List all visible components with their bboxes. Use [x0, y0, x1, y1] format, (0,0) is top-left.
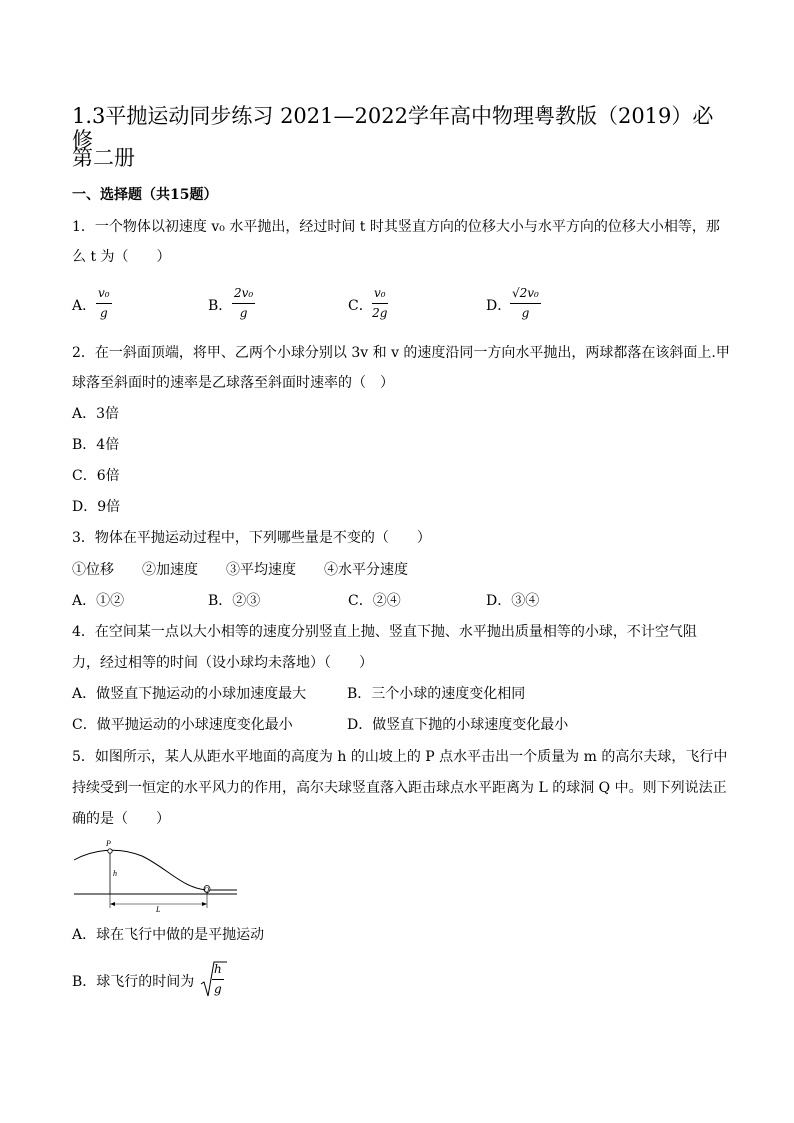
q1-stem-line-1: 1．一个物体以初速度 v₀ 水平抛出，经过时间 t 时其竖直方向的位移大小与水平方向的位移大小相等，那: [72, 219, 720, 235]
q3-option-b: B．②③: [208, 593, 261, 609]
label-h: h: [113, 869, 117, 878]
q5-stem-line-2: 持续受到一恒定的水平风力的作用，高尔夫球竖直落入距击球点水平距离为 L 的球洞 Q 中。则下列说法正: [72, 780, 727, 796]
golf-hill-figure: [72, 836, 244, 916]
q1-option-b-fraction: [232, 286, 255, 321]
document-title-line-1: 1.3平抛运动同步练习 2021—2022学年高中物理粤教版（2019）必修: [72, 104, 714, 152]
q4-option-d: D．做竖直下抛的小球速度变化最小: [347, 717, 569, 733]
dimension-arrow-left: [110, 902, 115, 906]
q1-option-b-denominator: g: [239, 306, 248, 320]
document-title-line-2: 第二册: [72, 146, 135, 170]
fraction-bar: [212, 979, 224, 980]
hill-curve: [74, 850, 237, 890]
q1-option-c-label: C．: [348, 298, 373, 314]
dimension-arrow-right: [202, 902, 207, 906]
q1-option-c-denominator: 2g: [372, 306, 388, 320]
q3-option-c: C．②④: [348, 593, 401, 609]
q1-stem-line-2: 么 t 为（ ）: [72, 249, 171, 265]
q5-option-b-text: B．球飞行的时间为: [72, 974, 195, 990]
label-p: P: [106, 839, 111, 848]
point-p-marker: [108, 849, 112, 853]
q4-stem-line-2: 力，经过相等的时间（设小球均未落地）（ ）: [72, 655, 373, 671]
label-q: Q: [204, 886, 210, 894]
q1-option-c-fraction: [372, 286, 388, 321]
q4-option-b: B．三个小球的速度变化相同: [347, 686, 526, 702]
q1-option-a-fraction: [96, 286, 112, 321]
q4-stem-line-1: 4．在空间某一点以大小相等的速度分别竖直上抛、竖直下抛、水平抛出质量相等的小球，不计空气阻: [72, 624, 697, 640]
q2-option-a: A．3倍: [72, 406, 120, 422]
q4-option-c: C．做平抛运动的小球速度变化最小: [72, 717, 293, 733]
q1-option-a-label: A．: [72, 298, 97, 314]
q3-items: ①位移 ②加速度 ③平均速度 ④水平分速度: [72, 562, 408, 578]
q2-stem-line-1: 2．在一斜面顶端，将甲、乙两个小球分别以 3v 和 v 的速度沿同一方向水平抛出，两球都落在该斜面上.甲: [72, 345, 730, 361]
q1-option-d-label: D．: [486, 298, 512, 314]
q1-option-d-fraction: [510, 286, 541, 321]
fraction-bar: [96, 303, 112, 304]
q5-option-a: A．球在飞行中做的是平抛运动: [72, 927, 265, 943]
q1-option-a-numerator: v₀: [98, 286, 110, 300]
label-l: L: [156, 905, 161, 914]
section-heading: 一、选择题（共15题）: [72, 187, 218, 203]
q3-option-d: D．③④: [486, 593, 540, 609]
q3-stem: 3．物体在平抛运动过程中，下列哪些量是不变的（ ）: [72, 530, 431, 546]
q5-stem-line-3: 确的是（ ）: [72, 811, 170, 827]
q3-option-a: A．①②: [72, 593, 125, 609]
q1-option-b-label: B．: [208, 298, 233, 314]
q2-option-b: B．4倍: [72, 437, 120, 453]
q2-stem-line-2: 球落至斜面时的速率是乙球落至斜面时速率的（ ）: [72, 375, 394, 391]
q5-option-b-denominator: g: [214, 982, 222, 996]
q5-option-b-fraction: [212, 962, 224, 997]
q2-option-c: C．6倍: [72, 468, 120, 484]
q2-option-d: D．9倍: [72, 499, 121, 515]
q5-option-b-numerator: h: [214, 962, 222, 976]
q1-option-c-numerator: v₀: [374, 286, 386, 300]
fraction-bar: [372, 303, 388, 304]
q1-option-a-denominator: g: [99, 306, 108, 320]
q1-option-d-denominator: g: [521, 306, 530, 320]
fraction-bar: [510, 303, 541, 304]
fraction-bar: [232, 303, 255, 304]
q4-option-a: A．做竖直下抛运动的小球加速度最大: [72, 686, 307, 702]
q5-stem-line-1: 5．如图所示，某人从距水平地面的高度为 h 的山坡上的 P 点水平击出一个质量为 m 的高尔夫球，飞行中: [72, 749, 728, 765]
q1-option-d-numerator: √2v₀: [512, 286, 539, 300]
q1-option-b-numerator: 2v₀: [234, 286, 254, 300]
